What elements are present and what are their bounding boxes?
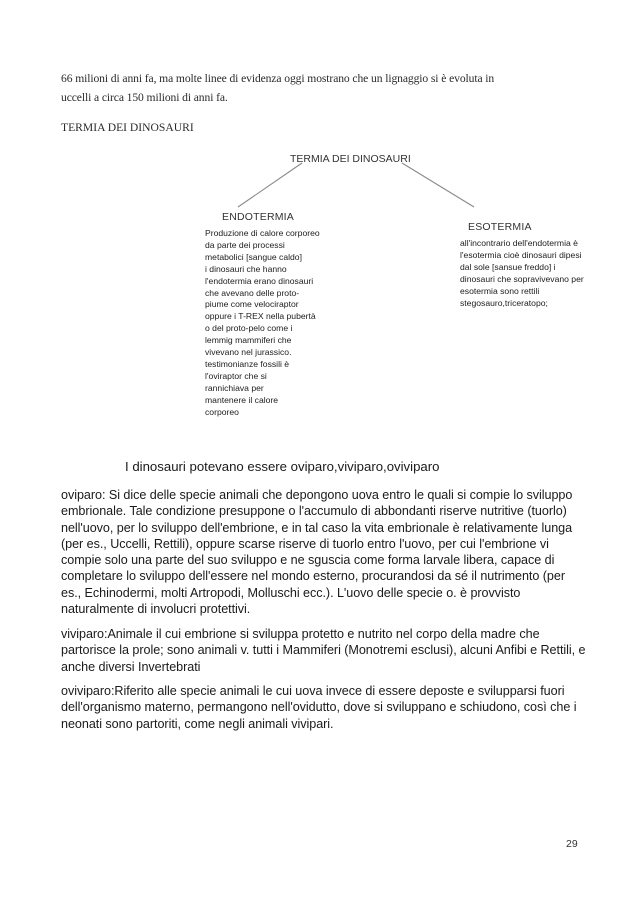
endotermia-title: ENDOTERMIA xyxy=(222,211,295,223)
reproduction-headline: I dinosauri potevano essere oviparo,viviparo,oviviparo xyxy=(125,459,440,474)
oviparo-line: nell'uovo, per lo sviluppo dell'embrione, e in tal caso la vita embrionale è relativamente lunga xyxy=(61,520,573,535)
viviparo-line: anche diversi Invertebrati xyxy=(61,659,201,674)
oviviparo-line: oviviparo:Riferito alle specie animali le cui uova invece di essere deposte e svilupparsi fuori xyxy=(61,684,565,698)
endotermia-line: testimonianze fossili è xyxy=(205,358,290,369)
endotermia-description xyxy=(205,228,320,419)
endotermia-line: mantenere il calore xyxy=(205,394,279,405)
oviparo-line: es., Echinodermi, molti Artropodi, Molluschi ecc.). L'uovo delle specie o. è provvisto xyxy=(61,585,521,600)
definition-oviparo xyxy=(61,487,601,617)
esotermia-line: dal sole [sansue freddo] i xyxy=(460,261,556,272)
intro-line: 66 milioni di anni fa, ma molte linee di evidenza oggi mostrano che un lignaggio si è evoluta in xyxy=(61,72,495,85)
intro-line: uccelli a circa 150 milioni di anni fa. xyxy=(61,90,228,104)
endotermia-line: rannichiava per xyxy=(205,382,264,393)
page-number: 29 xyxy=(566,838,578,850)
diagram-root-label: TERMIA DEI DINOSAURI xyxy=(290,153,411,165)
esotermia-line: l'esotermia cioè dinosauri dipesi xyxy=(460,249,582,260)
section-heading: TERMIA DEI DINOSAURI xyxy=(61,121,194,134)
endotermia-line: l'oviraptor che si xyxy=(205,370,267,381)
esotermia-title: ESOTERMIA xyxy=(468,221,532,233)
oviparo-line: completare lo sviluppo dell'essere nel mondo esterno, procurandosi da sé il nutrimento (per xyxy=(61,569,565,584)
viviparo-line: partorisce la prole; sono animali v. tutti i Mammiferi (Monotremi esclusi), alcuni Anfibi e Rettili, e xyxy=(61,643,586,658)
endotermia-line: l'endotermia erano dinosauri xyxy=(205,275,314,286)
endotermia-line: o del proto-pelo come i xyxy=(205,323,293,334)
endotermia-line: corporeo xyxy=(205,406,239,417)
connector-esotermia xyxy=(402,163,474,207)
oviviparo-line: neonati sono partoriti, come negli animali vivipari. xyxy=(61,716,334,731)
endotermia-line: da parte dei processi xyxy=(205,239,285,250)
connector-endotermia xyxy=(238,163,302,207)
endotermia-line: piume come velociraptor xyxy=(205,299,299,310)
endotermia-line: Produzione di calore corporeo xyxy=(205,228,320,238)
esotermia-line: dinosauri che sopravivevano per xyxy=(460,273,584,284)
endotermia-line: oppure i T-REX nella pubertà xyxy=(205,311,316,322)
esotermia-line: esotermia sono rettili xyxy=(460,285,540,296)
oviparo-line: compie solo una parte del suo sviluppo e ne sguscia come forma larvale libera, capace di xyxy=(61,553,555,568)
oviparo-line: embrionale. Tale condizione presuppone o l'accumulo di abbondanti riserve nutritive (tuorlo) xyxy=(61,504,567,519)
esotermia-description xyxy=(460,238,584,309)
viviparo-line: viviparo:Animale il cui embrione si sviluppa protetto e nutrito nel corpo della madre che xyxy=(61,627,540,641)
oviparo-line: oviparo: Si dice delle specie animali che depongono uova entro le quali si compie lo sviluppo xyxy=(61,488,573,502)
oviparo-line: naturalmente di involucri protettivi. xyxy=(61,602,251,617)
definition-oviviparo xyxy=(61,683,601,732)
esotermia-line: stegosauro,triceratopo; xyxy=(460,297,548,308)
endotermia-line: vivevano nel jurassico. xyxy=(205,347,292,358)
oviviparo-line: dell'organismo materno, permangono nell'ovidutto, dove si sviluppano e schiudono, così che i xyxy=(61,700,577,715)
esotermia-line: all'incontrario dell'endotermia è xyxy=(460,238,578,248)
endotermia-line: che avevano delle proto- xyxy=(205,287,300,298)
definition-viviparo xyxy=(61,626,601,675)
endotermia-line: metabolici [sangue caldo] xyxy=(205,251,302,262)
endotermia-line: i dinosauri che hanno xyxy=(205,263,287,274)
oviparo-line: (per es., Uccelli, Rettili), oppure scarse riserve di tuorlo entro l'uovo, per cui l'embrione vi xyxy=(61,536,549,551)
endotermia-line: lemmig mammiferi che xyxy=(205,335,292,346)
